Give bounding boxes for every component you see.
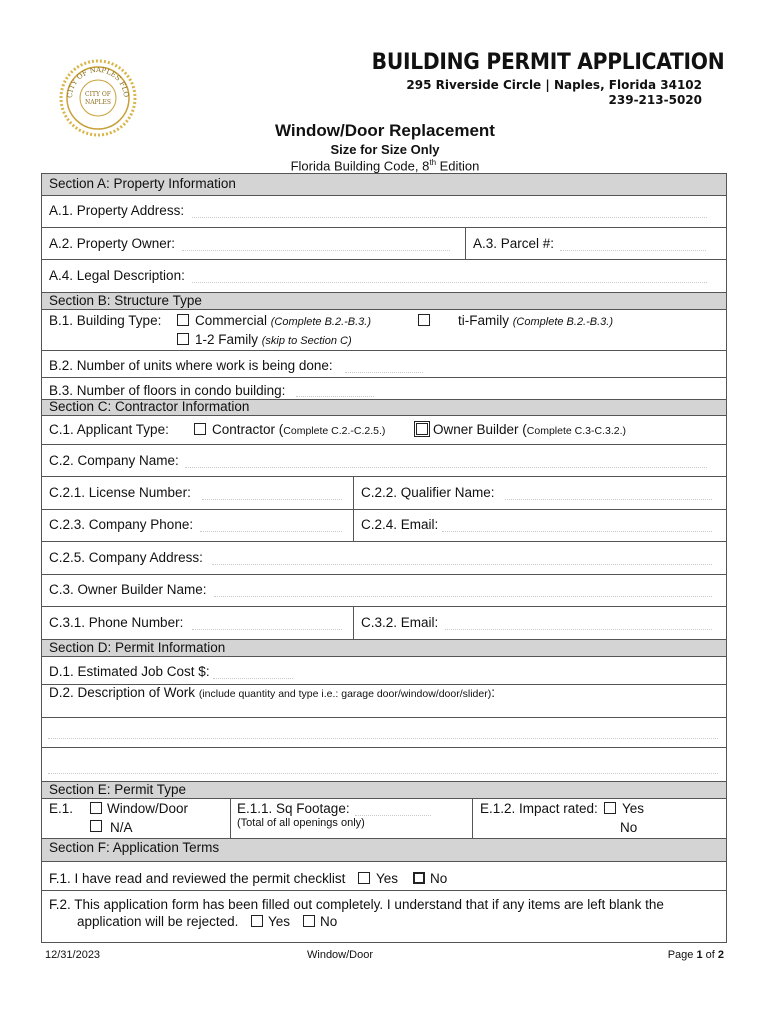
commercial-checkbox[interactable] [177, 314, 189, 326]
building-code-line: Florida Building Code, 8th Edition [290, 158, 480, 174]
a2-label: A.2. Property Owner: [49, 236, 176, 251]
f1-label: F.1. I have read and reviewed the permit checklist [49, 871, 346, 886]
c3-label: C.3. Owner Builder Name: [49, 582, 207, 597]
parcel-number-field[interactable] [560, 250, 706, 251]
multifamily-checkbox[interactable] [418, 314, 430, 326]
work-description-line-2[interactable] [48, 773, 718, 774]
work-description-line-1[interactable] [48, 738, 718, 739]
job-cost-field[interactable] [213, 678, 293, 679]
c21-label: C.2.1. License Number: [49, 485, 191, 500]
f2-line1: F.2. This application form has been filled out completely. I understand that if any items are left blank the [49, 897, 664, 912]
e1-label: E.1. [49, 801, 74, 816]
e12-label: E.1.2. Impact rated: [480, 801, 598, 816]
sq-footage-field[interactable] [355, 815, 431, 816]
b1-label: B.1. Building Type: [49, 313, 162, 328]
seal-center-text-1: CITY OF [85, 91, 111, 98]
section-a-header: Section A: Property Information [42, 174, 726, 195]
a1-label: A.1. Property Address: [49, 203, 185, 218]
na-option: N/A [110, 820, 133, 835]
section-d-header: Section D: Permit Information [42, 640, 726, 656]
seal-ring-text: CITY OF NAPLES FLO [65, 65, 131, 99]
window-door-option: Window/Door [107, 801, 189, 816]
c2-label: C.2. Company Name: [49, 453, 179, 468]
company-phone-field[interactable] [200, 531, 342, 532]
form-subtitle: Size for Size Only [330, 142, 440, 157]
complete-no-checkbox[interactable] [303, 915, 315, 927]
company-name-field[interactable] [185, 467, 707, 468]
section-e-header: Section E: Permit Type [42, 782, 726, 798]
impact-no-label: No [620, 820, 638, 835]
owner-phone-field[interactable] [192, 629, 342, 630]
c31-label: C.3.1. Phone Number: [49, 615, 184, 630]
f2-line2: application will be rejected. [77, 914, 239, 929]
complete-no-label: No [320, 914, 338, 929]
units-count-field[interactable] [345, 372, 423, 373]
b2-label: B.2. Number of units where work is being done: [49, 358, 333, 373]
owner-email-field[interactable] [445, 629, 712, 630]
commercial-option: Commercial (Complete B.2.-B.3.) [195, 313, 372, 328]
owner-builder-option: Owner Builder (Complete C.3-C.3.2.) [433, 422, 626, 437]
page-title: BUILDING PERMIT APPLICATION [371, 50, 724, 75]
one-two-family-checkbox[interactable] [177, 333, 189, 345]
b3-label: B.3. Number of floors in condo building: [49, 383, 286, 398]
e11-label: E.1.1. Sq Footage: [237, 801, 350, 816]
office-phone: 239-213-5020 [608, 93, 702, 107]
complete-yes-label: Yes [268, 914, 291, 929]
owner-builder-name-field[interactable] [214, 596, 712, 597]
form-title: Window/Door Replacement [275, 121, 495, 140]
c24-label: C.2.4. Email: [361, 517, 439, 532]
section-f-header: Section F: Application Terms [42, 839, 726, 861]
property-address-field[interactable] [192, 217, 707, 218]
c23-label: C.2.3. Company Phone: [49, 517, 194, 532]
c32-label: C.3.2. Email: [361, 615, 439, 630]
c1-label: C.1. Applicant Type: [49, 422, 169, 437]
footer-date: 12/31/2023 [45, 949, 101, 961]
license-number-field[interactable] [202, 499, 342, 500]
legal-description-field[interactable] [192, 282, 707, 283]
impact-yes-checkbox[interactable] [604, 802, 616, 814]
checklist-no-label: No [430, 871, 448, 886]
checklist-yes-checkbox[interactable] [358, 872, 370, 884]
impact-yes-label: Yes [622, 801, 645, 816]
d2-label: D.2. Description of Work (include quantity and type i.e.: garage door/window/door/slider): [49, 685, 495, 700]
c22-label: C.2.2. Qualifier Name: [361, 485, 495, 500]
checklist-yes-label: Yes [376, 871, 399, 886]
e11-note: (Total of all openings only) [237, 817, 365, 829]
footer-page-number: Page 1 of 2 [667, 949, 724, 961]
qualifier-name-field[interactable] [505, 499, 712, 500]
one-two-family-option: 1-2 Family (skip to Section C) [195, 332, 352, 347]
office-address: 295 Riverside Circle | Naples, Florida 34102 [406, 78, 702, 92]
section-b-header: Section B: Structure Type [42, 293, 726, 309]
owner-builder-checkbox[interactable] [416, 423, 428, 435]
contractor-checkbox[interactable] [194, 423, 206, 435]
a3-label: A.3. Parcel #: [473, 236, 555, 251]
section-c-header: Section C: Contractor Information [42, 399, 726, 415]
multifamily-option: ti-Family (Complete B.2.-B.3.) [458, 313, 614, 328]
complete-yes-checkbox[interactable] [251, 915, 263, 927]
floors-count-field[interactable] [296, 396, 374, 397]
seal-center-text-2: NAPLES [84, 99, 112, 106]
company-email-field[interactable] [442, 531, 712, 532]
footer-form-name: Window/Door [307, 949, 374, 961]
d1-label: D.1. Estimated Job Cost $: [49, 664, 210, 679]
window-door-checkbox[interactable] [90, 802, 102, 814]
company-address-field[interactable] [212, 564, 712, 565]
property-owner-field[interactable] [182, 250, 450, 251]
a4-label: A.4. Legal Description: [49, 268, 185, 283]
checklist-no-checkbox[interactable] [413, 872, 425, 884]
contractor-option: Contractor (Complete C.2.-C.2.5.) [212, 422, 386, 437]
c25-label: C.2.5. Company Address: [49, 550, 203, 565]
na-checkbox[interactable] [90, 820, 102, 832]
